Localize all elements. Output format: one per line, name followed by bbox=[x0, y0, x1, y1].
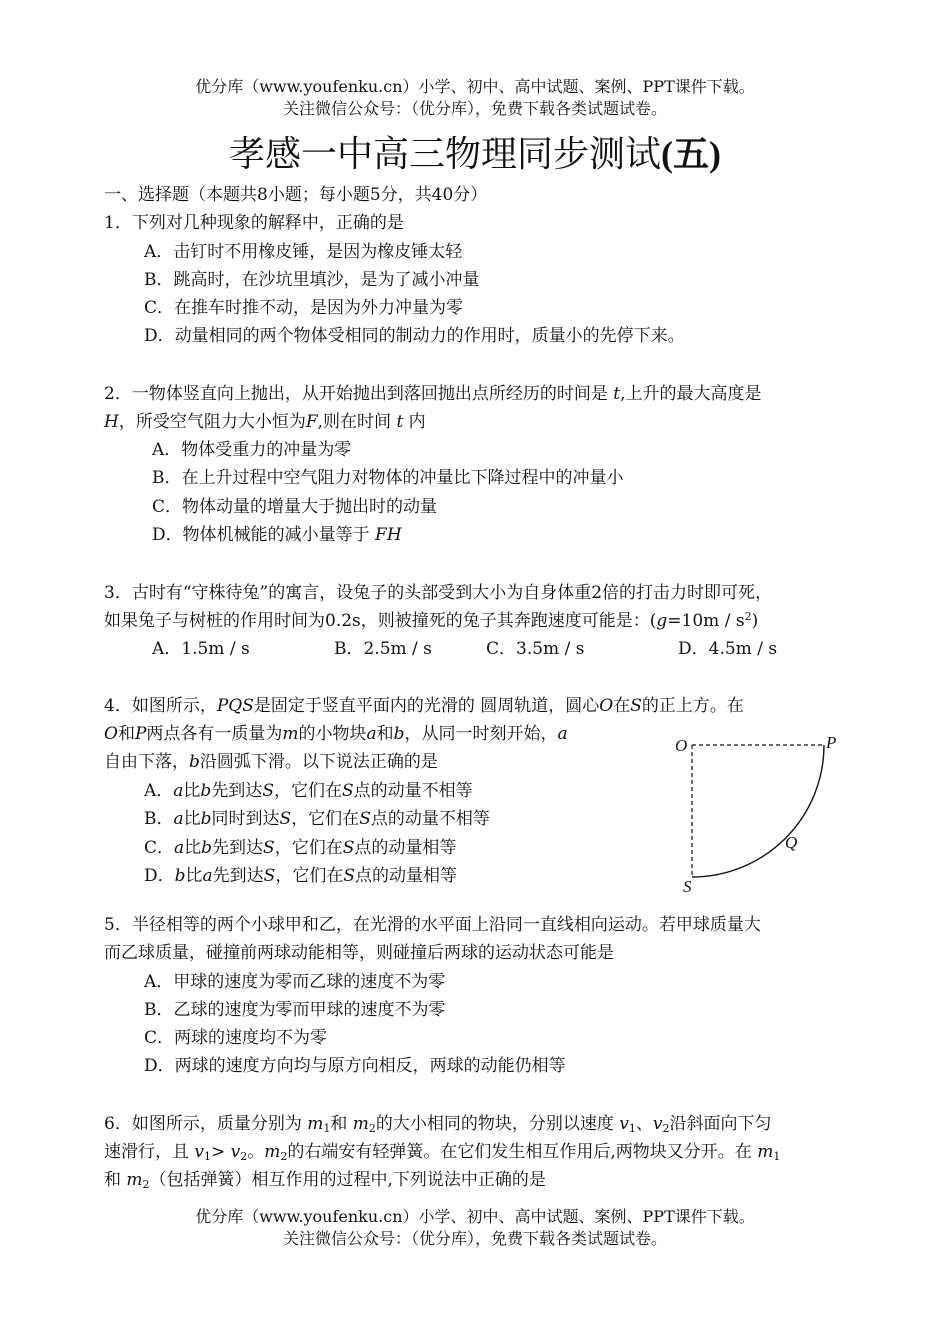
q1-option-c: C．在推车时推不动，是因为外力冲量为零 bbox=[144, 298, 464, 318]
q2-option-a: A．物体受重力的冲量为零 bbox=[152, 440, 352, 460]
title-suffix: (五) bbox=[661, 134, 721, 174]
q2-option-b: B．在上升过程中空气阻力对物体的冲量比下降过程中的冲量小 bbox=[152, 468, 624, 488]
arc-pqs bbox=[692, 745, 824, 877]
q4-option-c: C．a比b先到达S，它们在S点的动量相等 bbox=[144, 838, 457, 858]
q4-stem-line-1: 4．如图所示，PQS是固定于竖直平面内的光滑的 圆周轨道，圆心O在S的正上方。在 bbox=[104, 696, 744, 716]
q1-option-b: B．跳高时，在沙坑里填沙，是为了减小冲量 bbox=[144, 270, 480, 290]
q5-stem-line-2: 而乙球质量，碰撞前两球动能相等，则碰撞后两球的运动状态可能是 bbox=[104, 943, 614, 963]
q3-stem-line-2: 如果兔子与树桩的作用时间为0.2s，则被撞死的兔子其奔跑速度可能是：$(g=10m / s^2)$ bbox=[104, 610, 759, 631]
q5-option-a: A．甲球的速度为零而乙球的速度不为零 bbox=[144, 972, 446, 992]
title-main: 孝感一中高三物理同步测试 bbox=[229, 134, 662, 175]
q1-option-a: A．击钉时不用橡皮锤，是因为橡皮锤太轻 bbox=[144, 242, 463, 262]
q4-option-a: A．a比b先到达S，它们在S点的动量不相等 bbox=[144, 781, 473, 801]
q4-stem-line-2: O和P两点各有一质量为m的小物块a和b，从同一时刻开始，a bbox=[104, 724, 568, 744]
header-line-2: 关注微信公众号：（优分库），免费下载各类试题试卷。 bbox=[282, 99, 667, 118]
q1-option-d: D．动量相同的两个物体受相同的制动力的作用时，质量小的先停下来。 bbox=[144, 326, 685, 346]
footer-line-1: 优分库（www.youfenku.cn）小学、初中、高中试题、案例、PPT课件下载。 bbox=[195, 1207, 755, 1226]
q6-stem-line-3: 和 $m_2$（包括弹簧）相互作用的过程中,下列说法中正确的是 bbox=[104, 1170, 546, 1191]
q4-stem-line-3: 自由下落，b沿圆弧下滑。以下说法正确的是 bbox=[104, 752, 438, 772]
q3-option-c: C．3.5m / s bbox=[486, 639, 585, 659]
q6-stem-line-1: 6．如图所示，质量分别为 $m_1$和 $m_2$的大小相同的物块，分别以速度 $v_1$、$v_2$沿斜面向下匀 bbox=[104, 1114, 772, 1135]
q5-option-c: C．两球的速度均不为零 bbox=[144, 1028, 328, 1048]
q3-option-a: A．1.5m / s bbox=[152, 639, 250, 659]
q2-stem-line-2: H，所受空气阻力大小恒为F,则在时间 t 内 bbox=[104, 412, 426, 432]
section-heading: 一、选择题（本题共8小题；每小题5分，共40分） bbox=[104, 185, 488, 205]
label-q: Q bbox=[785, 833, 798, 852]
q2-stem-line-1: 2．一物体竖直向上抛出，从开始抛出到落回抛出点所经历的时间是 t,上升的最大高度是 bbox=[104, 384, 762, 404]
header-line-1: 优分库（www.youfenku.cn）小学、初中、高中试题、案例、PPT课件下载。 bbox=[195, 77, 755, 96]
q4-option-d: D．b比a先到达S，它们在S点的动量相等 bbox=[144, 866, 457, 886]
page-title bbox=[0, 130, 950, 179]
q4-circular-track-diagram bbox=[672, 733, 842, 903]
q2-option-d: D．物体机械能的减小量等于 FH bbox=[152, 525, 402, 545]
label-p: P bbox=[826, 733, 837, 752]
q3-option-d: D．4.5m / s bbox=[678, 639, 778, 659]
q4-diagram-svg bbox=[672, 733, 842, 903]
label-o: O bbox=[675, 736, 688, 755]
q6-stem-line-2: 速滑行，且 $v_1> v_2$。$m_2$的右端安有轻弹簧。在它们发生相互作用后,两物块又分开。在 $m_1$ bbox=[104, 1142, 781, 1163]
q2-option-c: C．物体动量的增量大于抛出时的动量 bbox=[152, 497, 438, 517]
q4-option-b: B．a比b同时到达S，它们在S点的动量不相等 bbox=[144, 809, 490, 829]
footer-line-2: 关注微信公众号：（优分库），免费下载各类试题试卷。 bbox=[282, 1229, 667, 1248]
q5-option-d: D．两球的速度方向均与原方向相反，两球的动能仍相等 bbox=[144, 1056, 566, 1076]
q3-stem-line-1: 3．古时有“守株待兔”的寓言，设兔子的头部受到大小为自身体重2倍的打击力时即可死， bbox=[104, 583, 773, 603]
q5-stem-line-1: 5．半径相等的两个小球甲和乙，在光滑的水平面上沿同一直线相向运动。若甲球质量大 bbox=[104, 915, 761, 935]
label-s: S bbox=[683, 877, 692, 896]
q5-option-b: B．乙球的速度为零而甲球的速度不为零 bbox=[144, 1000, 446, 1020]
q3-option-b: B．2.5m / s bbox=[334, 639, 432, 659]
q1-stem: 1．下列对几种现象的解释中，正确的是 bbox=[104, 213, 404, 233]
